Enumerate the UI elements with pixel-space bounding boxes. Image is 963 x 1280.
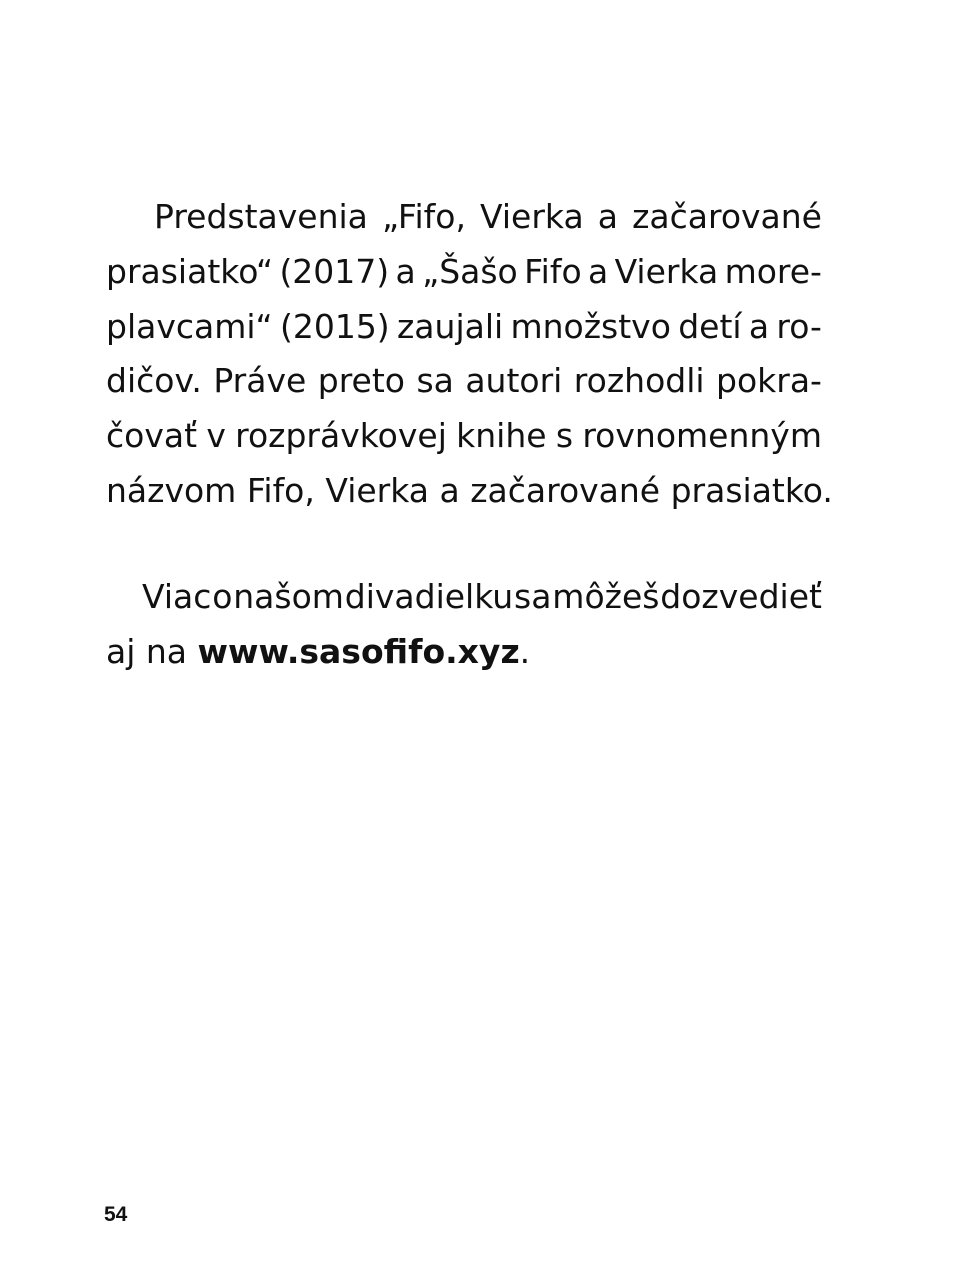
word: Fifo — [524, 252, 582, 291]
word: Práve — [213, 361, 307, 400]
word: Predstavenia — [154, 197, 368, 236]
paragraph1-line-1 — [154, 190, 822, 244]
word: dozvedieť — [660, 577, 822, 616]
word: a — [748, 307, 770, 346]
paragraph1-line-5 — [106, 409, 822, 463]
word: detí — [678, 307, 742, 346]
word: rozhodli — [573, 361, 705, 400]
word: a — [588, 252, 609, 291]
website-link[interactable]: www.sasofifo.xyz — [197, 632, 520, 671]
paragraph1-line-2 — [106, 245, 822, 299]
word: plavcami“ — [106, 307, 273, 346]
word: divadielku — [344, 577, 514, 616]
word: dičov. — [106, 361, 202, 400]
word: „Šašo — [422, 252, 518, 291]
word: preto — [317, 361, 405, 400]
word: môžeš — [552, 577, 660, 616]
word: našom — [233, 577, 344, 616]
word: v — [206, 416, 226, 455]
word: autori — [465, 361, 563, 400]
word: „Fifo, — [381, 197, 466, 236]
paragraph1-line-6: názvom Fifo, Vierka a začarované prasiatko. — [106, 471, 833, 510]
word: more- — [724, 252, 822, 291]
word: prasiatko“ — [106, 252, 274, 291]
paragraph2-line-1 — [142, 570, 822, 624]
paragraph1-line-4 — [106, 354, 822, 408]
word: Vierka — [614, 252, 719, 291]
word: a — [597, 197, 618, 236]
page-number: 54 — [104, 1203, 128, 1226]
paragraph2-line-2 — [106, 625, 822, 679]
word: čovať — [106, 416, 198, 455]
word: Vierka — [480, 197, 584, 236]
word: rovnomenným — [582, 416, 822, 455]
paragraph2-line2-prefix: aj na — [106, 632, 198, 671]
word: (2015) — [279, 307, 390, 346]
word: sa — [514, 577, 552, 616]
word: rozprávkovej — [235, 416, 447, 455]
word: zaujali — [396, 307, 504, 346]
word: ro- — [776, 307, 822, 346]
word: pokra- — [716, 361, 822, 400]
word: (2017) — [279, 252, 390, 291]
paragraph1-line-3 — [106, 300, 822, 354]
word: množstvo — [510, 307, 671, 346]
word: sa — [416, 361, 454, 400]
word: začarované — [632, 197, 822, 236]
word: Viac — [142, 577, 212, 616]
word: s — [555, 416, 574, 455]
paragraph2-line2-suffix: . — [519, 632, 531, 671]
word: a — [395, 252, 416, 291]
word: o — [212, 577, 233, 616]
word: knihe — [456, 416, 547, 455]
